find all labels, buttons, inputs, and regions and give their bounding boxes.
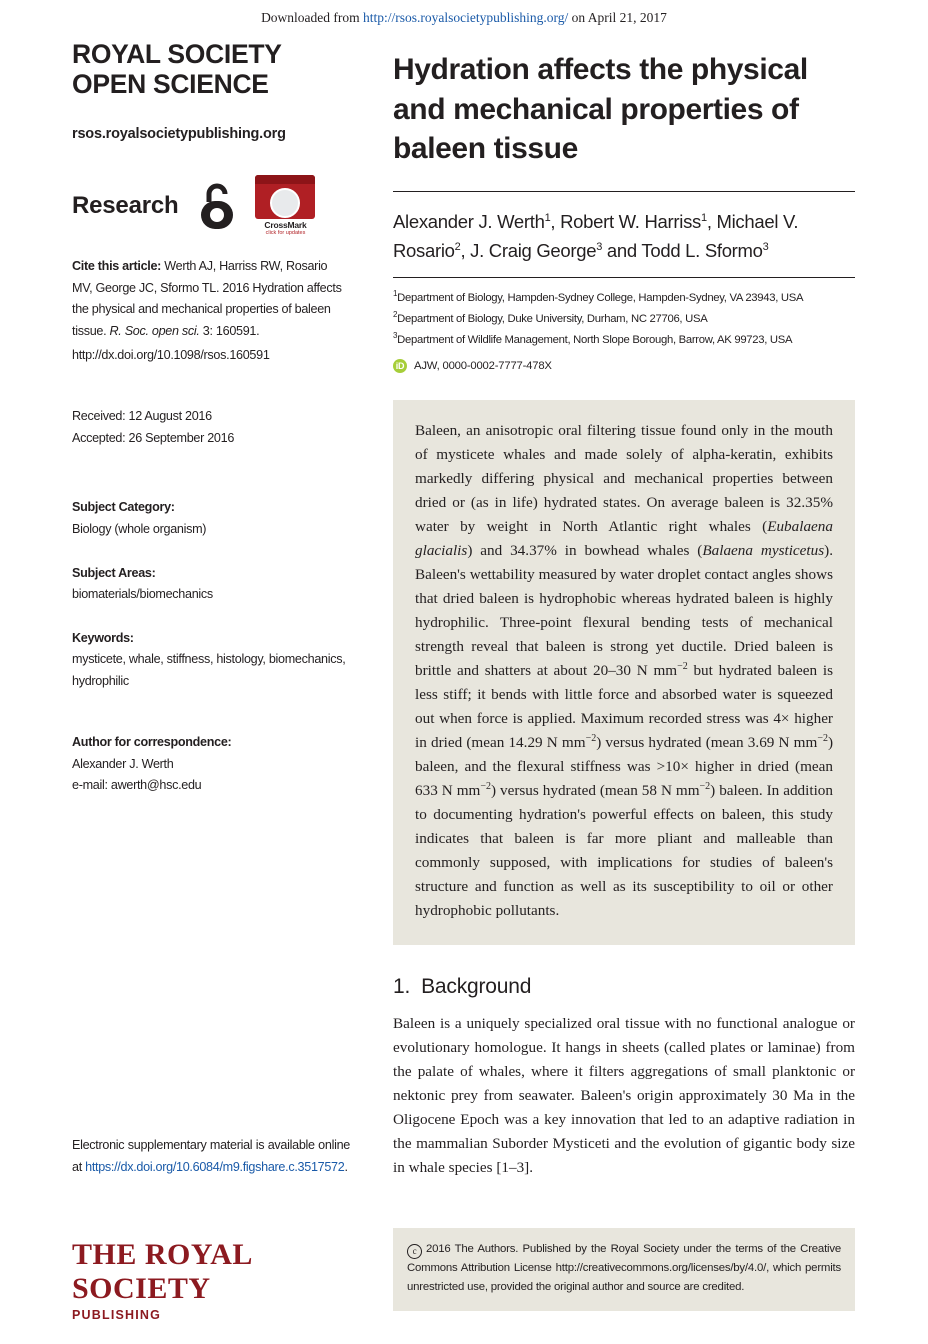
license-text: 2016 The Authors. Published by the Royal Society under the terms of the Creative Commons Attribution License http://creativecommons.org/licenses/by/4.0/, which permits unrestricted use, provided the original author and source are credited. (407, 1243, 841, 1293)
page-title: Hydration affects the physical and mechanical properties of baleen tissue (393, 53, 808, 166)
journal-url[interactable]: rsos.royalsocietypublishing.org (72, 125, 286, 142)
correspondence-name: Alexander J. Werth (72, 756, 174, 771)
cite-doi-link[interactable]: http://dx.doi.org/10.1098/rsos.160591 (72, 347, 270, 362)
dates-block (72, 406, 350, 449)
journal-logo (72, 40, 350, 100)
subject-areas-heading: Subject Areas: (72, 565, 156, 580)
accepted-date: Accepted: 26 September 2016 (72, 430, 235, 445)
download-banner (0, 10, 928, 26)
cite-label: Cite this article: (72, 258, 162, 273)
supplementary-text: Electronic supplementary material is available online at (72, 1138, 350, 1174)
correspondence-block (72, 732, 350, 797)
correspondence-heading: Author for correspondence: (72, 735, 232, 750)
subject-areas-value: biomaterials/biomechanics (72, 586, 213, 601)
received-date: Received: 12 August 2016 (72, 409, 212, 424)
download-suffix: on April 21, 2017 (568, 10, 667, 25)
citation-block (72, 256, 350, 366)
crossmark-icon (255, 175, 315, 219)
affiliation-item: $^2$Department of Biology, Duke University, Durham, NC 27706, USA (393, 310, 708, 325)
background-paragraph: Baleen is a uniquely specialized oral tissue with no functional analogue or evolutionary homologue. It hangs in sheets (called plates or laminae) from the palate of whales, where it filters aggregations of small planktonic or nektonic prey from seawater. Baleen's origin approximately 30 Ma in the Oligocene Epoch was a key innovation that led to an adaptive radiation in the mammalian Suborder Mysticeti and the evolution of gigantic body size in whale species [1–3]. (393, 1015, 855, 1177)
section-heading-background (393, 975, 855, 999)
abstract-text: Baleen, an anisotropic oral filtering tissue found only in the mouth of mysticete whales and made solely of alpha-keratin, exhibits markedly differing physical and mechanical properties between dried or (as in life) hydrated states. On average baleen is 32.35% water by weight in North Atlantic right whales (Eubalaena glacialis) and 34.37% in bowhead whales (Balaena mysticetus). Baleen's wettability measured by water droplet contact angles shows that dried baleen is hydrophobic whereas hydrated baleen is highly hydrophilic. Three-point flexural bending tests of mechanical strength reveal that baleen is strong yet ductile. Dried baleen is brittle and shatters at about 20–30 N $mm^{-2}$ but hydrated baleen is less stiff; it bends with little force and absorbed water is squeezed out when force is applied. Maximum recorded stress was 4× higher in dried (mean 14.29 N $mm^{-2}$) versus hydrated (mean 3.69 N $mm^{-2}$) baleen, and the flexural stiffness was >10× higher in dried (mean 633 N $mm^{-2}$) versus hydrated (mean 58 N $mm^{-2}$) baleen. In addition to documenting hydration's powerful effects on baleen, this study indicates that baleen is far more pliant and malleable than commonly supposed, with implications for studies of baleen's structure and function as well as its susceptibility to oil or other hydrophobic pollutants. (393, 400, 855, 946)
publisher-logo (72, 1238, 372, 1322)
orcid-icon: iD (393, 359, 407, 373)
affiliation-item: $^1$Department of Biology, Hampden-Sydney College, Hampden-Sydney, VA 23943, USA (393, 289, 804, 304)
author-list: Alexander J. Werth$^1$, Robert W. Harriss$^1$, Michael V. Rosario$^2$, J. Craig George$^3$ and Todd L. Sformo$^3$ (393, 191, 855, 265)
cite-volume: 3: 160591. (199, 323, 260, 338)
subject-category-heading: Subject Category: (72, 500, 175, 515)
email-link[interactable]: awerth@hsc.edu (110, 778, 202, 793)
copyright-icon: c (407, 1244, 422, 1259)
journal-name-line1: ROYAL SOCIETY (72, 39, 282, 69)
cite-journal: R. Soc. open sci. (109, 323, 200, 338)
section-title: Background (421, 975, 532, 999)
article-type-label: Research (72, 191, 179, 219)
download-prefix: Downloaded from (261, 10, 364, 25)
publisher-name: THE ROYAL SOCIETY (72, 1238, 252, 1305)
keywords-value: mysticete, whale, stiffness, histology, biomechanics, hydrophilic (72, 652, 346, 688)
crossmark-sublabel: click for updates (265, 230, 306, 237)
email-label: e-mail: (72, 778, 111, 793)
keywords-heading: Keywords: (72, 630, 134, 645)
orcid-row (393, 359, 855, 373)
open-access-lock-icon (198, 181, 236, 231)
section-number: 1. (393, 975, 411, 999)
cite-text: Werth AJ, Harriss RW, Rosario MV, George JC, Sformo TL. 2016 Hydration affects the physical and mechanical properties of baleen tissue. (72, 258, 342, 338)
article-type-row (72, 174, 350, 238)
supplementary-material-block (72, 1135, 350, 1178)
license-notice (393, 1228, 855, 1311)
crossmark-badge[interactable] (252, 175, 318, 236)
sidebar (72, 40, 350, 797)
affiliation-item: $^3$Department of Wildlife Management, North Slope Borough, Barrow, AK 99723, USA (393, 330, 793, 346)
download-source-link[interactable]: http://rsos.royalsocietypublishing.org/ (363, 10, 569, 25)
journal-name-line2: OPEN SCIENCE (72, 68, 269, 99)
orcid-id[interactable]: AJW, 0000-0002-7777-478X (414, 359, 552, 372)
affiliation-list (393, 277, 855, 350)
supplementary-link[interactable]: https://dx.doi.org/10.6084/m9.figshare.c.3517572 (85, 1159, 345, 1174)
keywords-block (72, 628, 350, 693)
article-main (393, 30, 855, 1180)
subject-areas-block (72, 563, 350, 606)
subject-category-block (72, 497, 350, 540)
publisher-subname: PUBLISHING (72, 1308, 162, 1322)
correspondence-email-row (72, 775, 350, 797)
subject-category-value: Biology (whole organism) (72, 521, 207, 536)
supplementary-suffix: . (344, 1159, 348, 1174)
crossmark-label: CrossMark (264, 220, 307, 231)
